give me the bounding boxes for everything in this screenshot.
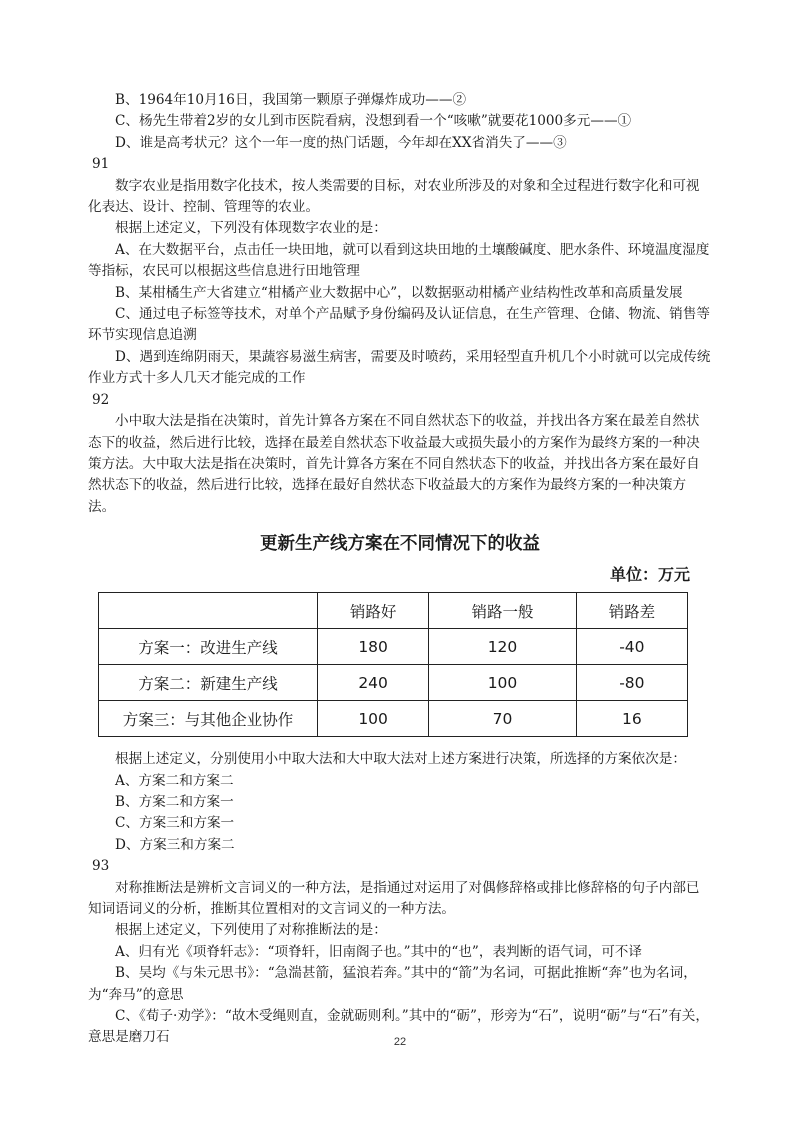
q93-prompt: 根据上述定义，下列使用了对称推断法的是： bbox=[115, 922, 387, 939]
revenue-table bbox=[98, 592, 688, 737]
table-title: 更新生产线方案在不同情况下的收益 bbox=[260, 534, 540, 555]
table-cell: 方案一：改进生产线 bbox=[99, 629, 318, 665]
table-cell: 100 bbox=[318, 701, 429, 737]
q92-option-b: B、方案二和方案一 bbox=[115, 793, 234, 810]
q91-definition: 数字农业是指用数字化技术，按人类需要的目标，对农业所涉及的对象和全过程进行数字化和可视化表达、设计、控制、管理等的农业。 bbox=[88, 177, 700, 216]
option-d-prev: D、谁是高考状元？这个一年一度的热门话题，今年却在XX省消失了——③ bbox=[115, 134, 567, 151]
table-cell: -40 bbox=[576, 629, 687, 665]
table-cell: 方案三：与其他企业协作 bbox=[99, 701, 318, 737]
option-b-prev: B、1964年10月16日，我国第一颗原子弹爆炸成功——② bbox=[115, 92, 467, 108]
q92-option-d: D、方案三和方案二 bbox=[115, 836, 235, 853]
table-header-cell: 销路好 bbox=[318, 593, 429, 629]
table-cell: 100 bbox=[429, 665, 577, 701]
table-cell: 方案二：新建生产线 bbox=[99, 665, 318, 701]
q91-option-c: C、通过电子标签等技术，对单个产品赋予身份编码及认证信息，在生产管理、仓储、物流、销售等环节实现信息追溯 bbox=[88, 306, 710, 344]
page-content bbox=[88, 90, 712, 1049]
q91-option-b: B、某柑橘生产大省建立“柑橘产业大数据中心”，以数据驱动柑橘产业结构性改革和高质量发展 bbox=[115, 284, 683, 301]
table-cell: 120 bbox=[429, 629, 577, 665]
question-number-92: 92 bbox=[92, 391, 110, 408]
q93-option-b: B、吴均《与朱元思书》：“急湍甚箭，猛浪若奔。”其中的“箭”为名词，可据此推断“奔”也为名词，为“奔马”的意思 bbox=[88, 965, 697, 1003]
table-row bbox=[99, 665, 688, 701]
table-unit: 单位：万元 bbox=[609, 565, 690, 585]
table-cell: 16 bbox=[576, 701, 687, 737]
q91-prompt: 根据上述定义，下列没有体现数字农业的是： bbox=[115, 220, 387, 237]
q92-definition: 小中取大法是指在决策时，首先计算各方案在不同自然状态下的收益，并找出各方案在最差自然状态下的收益，然后进行比较，选择在最差自然状态下收益最大或损失最小的方案作为最终方案的一种决策方法。大中取大法是指在决策时，首先计算各方案在不同自然状态下的收益，并找出各方案在最好自然状态下的收益，然后进行比较，选择在最好自然状态下收益最大的方案作为最终方案的一种决策方法。 bbox=[88, 413, 700, 515]
q93-option-a: A、归有光《项脊轩志》：“项脊轩，旧南阁子也。”其中的“也”，表判断的语气词，可不译 bbox=[115, 943, 642, 960]
q92-option-a: A、方案二和方案二 bbox=[115, 772, 234, 789]
table-header-cell: 销路差 bbox=[576, 593, 687, 629]
table-header-cell: 销路一般 bbox=[429, 593, 577, 629]
q91-option-a: A、在大数据平台，点击任一块田地，就可以看到这块田地的土壤酸碱度、肥水条件、环境温度湿度等指标，农民可以根据这些信息进行田地管理 bbox=[88, 241, 710, 280]
table-header-cell bbox=[99, 593, 318, 629]
q93-option-c: C、《荀子·劝学》：“故木受绳则直，金就砺则利。”其中的“砺”，形旁为“石”，说明“砺”与“石”有关，意思是磨刀石 bbox=[88, 1008, 709, 1046]
table-row bbox=[99, 701, 688, 737]
question-number-91: 91 bbox=[92, 156, 110, 173]
table-row bbox=[99, 629, 688, 665]
table-header-row bbox=[99, 593, 688, 629]
table-cell: 180 bbox=[318, 629, 429, 665]
table-cell: -80 bbox=[576, 665, 687, 701]
page-number: 22 bbox=[393, 1036, 407, 1048]
q92-prompt: 根据上述定义，分别使用小中取大法和大中取大法对上述方案进行决策，所选择的方案依次是： bbox=[115, 751, 686, 768]
option-c-prev: C、杨先生带着2岁的女儿到市医院看病，没想到看一个“咳嗽”就要花1000多元——① bbox=[115, 113, 632, 130]
table-cell: 70 bbox=[429, 701, 577, 737]
q93-definition: 对称推断法是辨析文言词义的一种方法，是指通过对运用了对偶修辞格或排比修辞格的句子内部已知词语词义的分析，推断其位置相对的文言词义的一种方法。 bbox=[88, 879, 700, 917]
q92-option-c: C、方案三和方案一 bbox=[115, 815, 235, 832]
table-cell: 240 bbox=[318, 665, 429, 701]
question-number-93: 93 bbox=[92, 858, 110, 875]
q91-option-d: D、遇到连绵阴雨天，果蔬容易滋生病害，需要及时喷药，采用轻型直升机几个小时就可以完成传统作业方式十多人几天才能完成的工作 bbox=[88, 348, 711, 387]
